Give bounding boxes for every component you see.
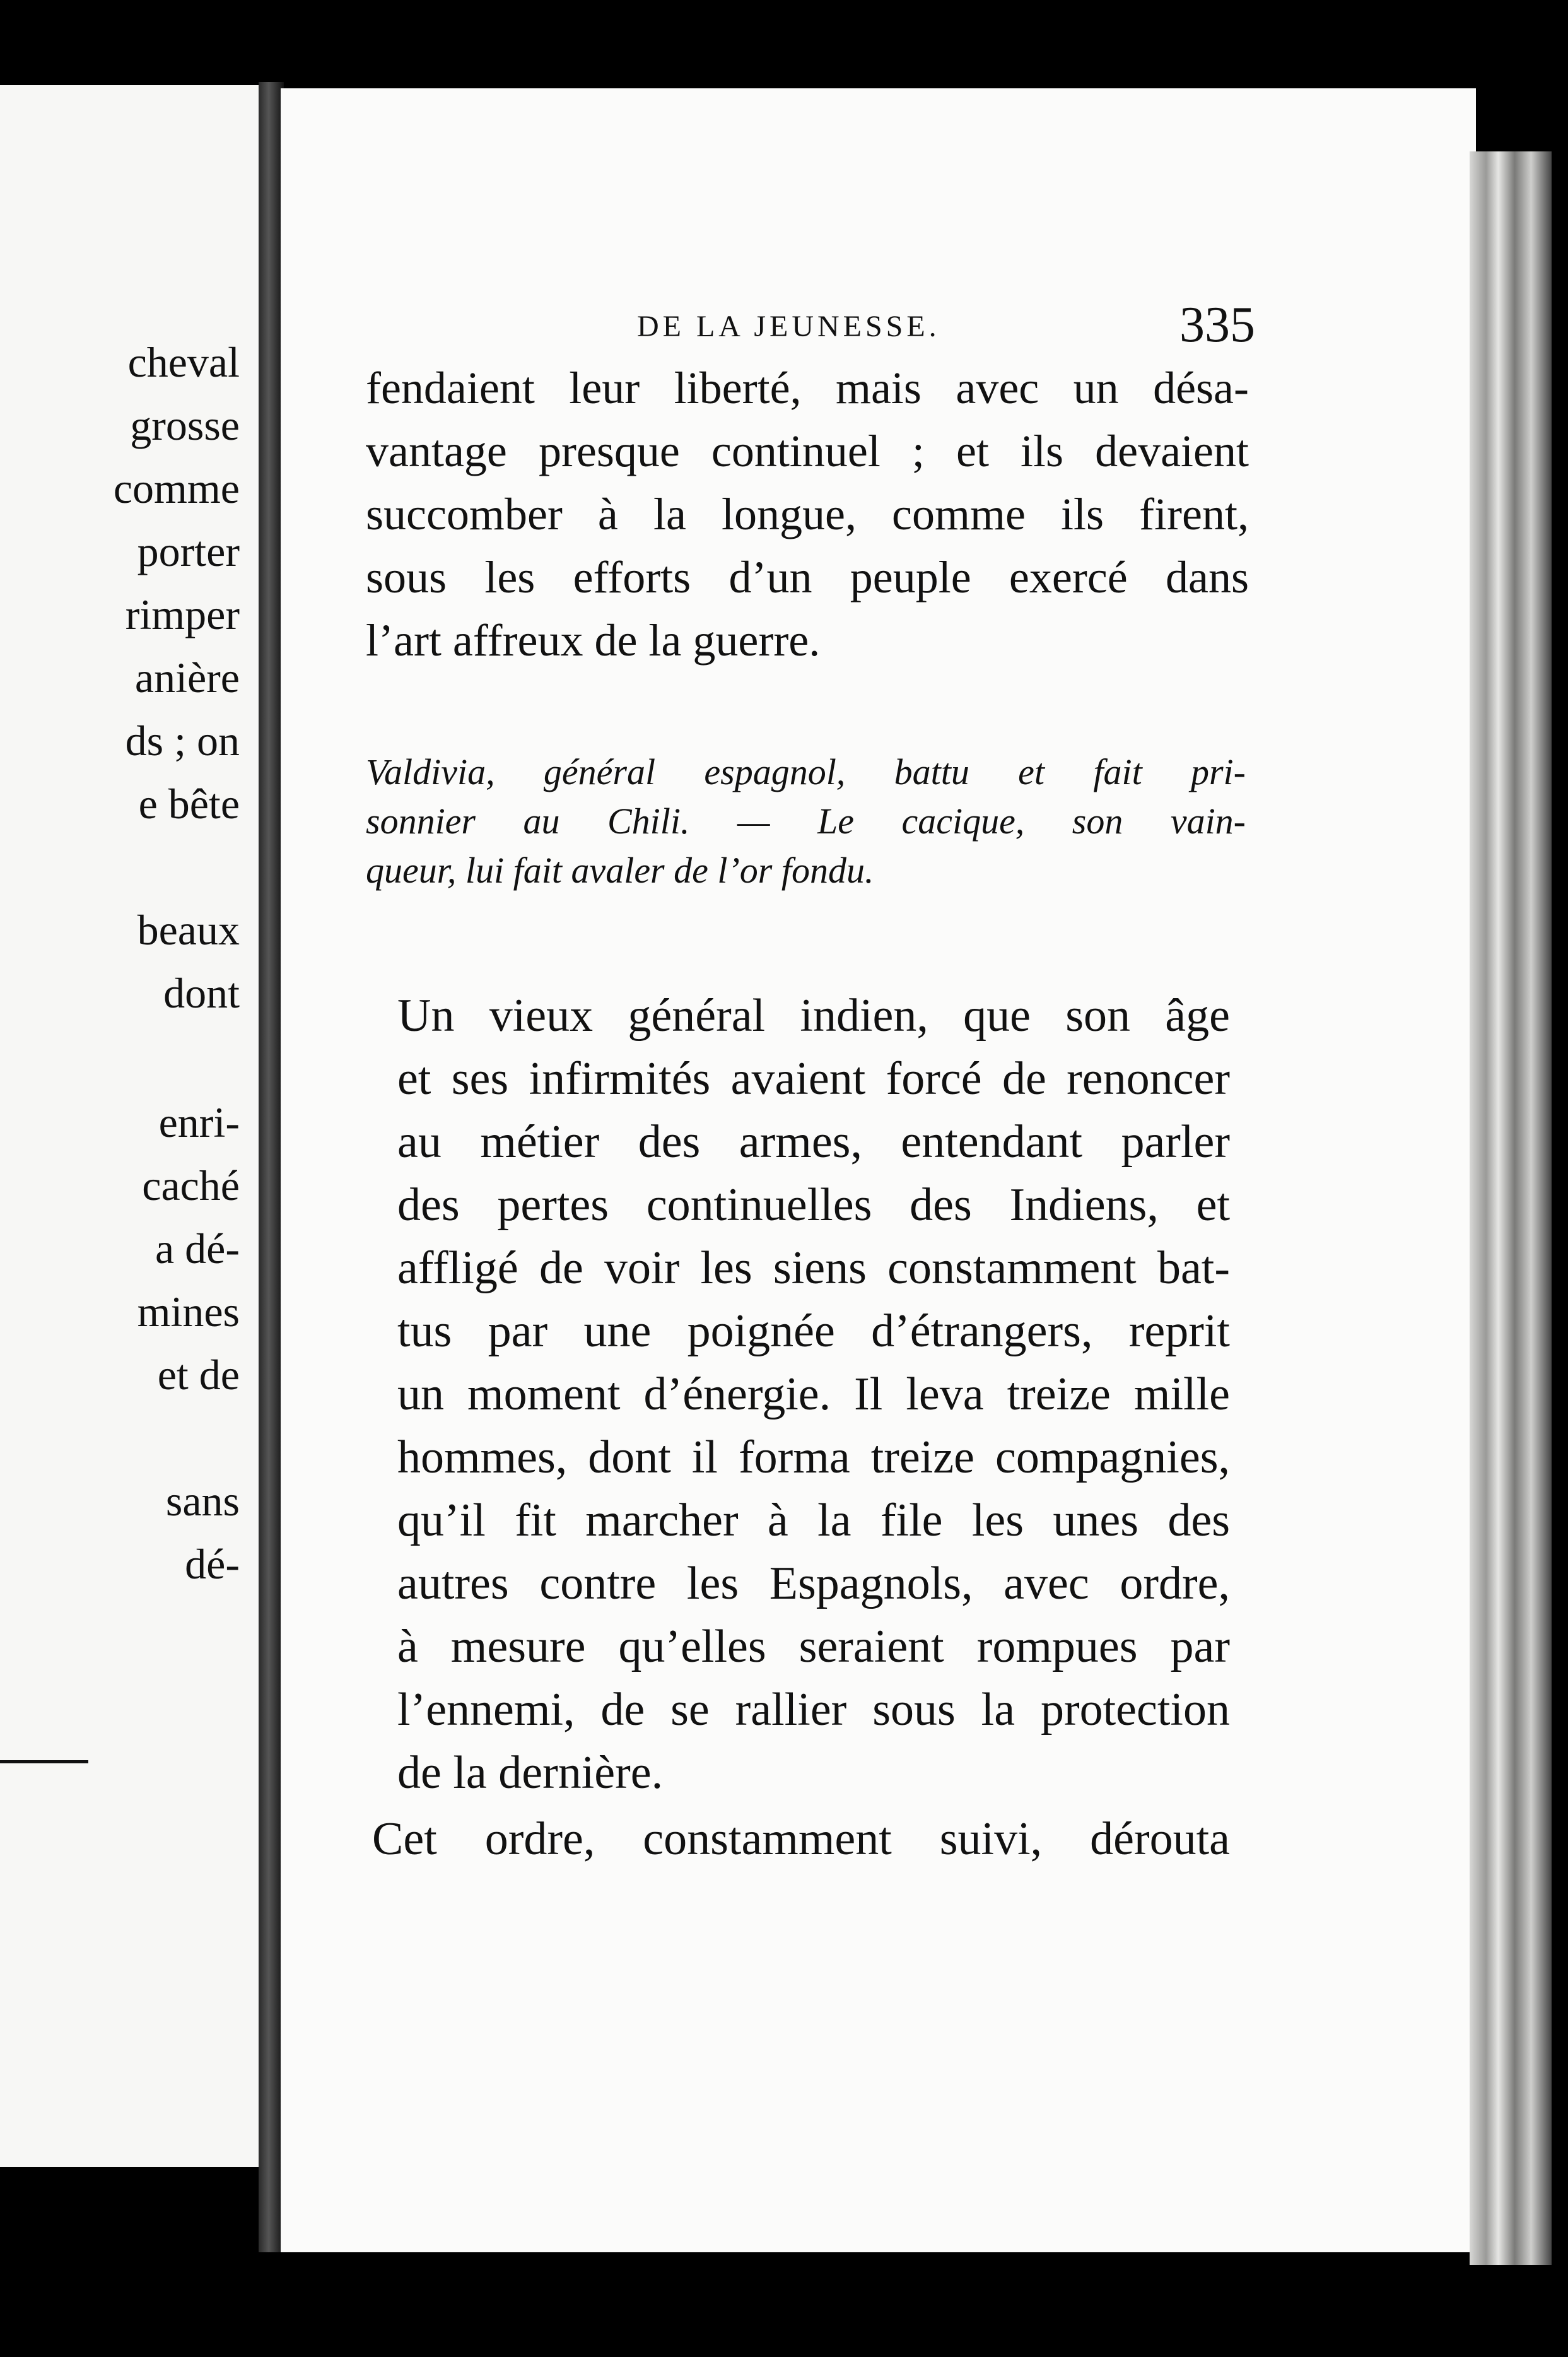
text-line: de la dernière. (397, 1747, 664, 1799)
text-line: fendaient leur liberté, mais avec un désa- (366, 363, 1249, 413)
text-line: l’ennemi, de se rallier sous la protection (397, 1684, 1230, 1736)
text-line: et ses infirmités avaient forcé de renoncer (397, 1053, 1230, 1105)
left-page-fragment: rimper (125, 591, 240, 638)
text-line: vantage presque continuel ; et ils devaient (366, 426, 1249, 476)
left-page-fragment: ds ; on (125, 717, 240, 765)
running-head: DE LA JEUNESSE. (637, 310, 940, 343)
text-line: à mesure qu’elles seraient rompues par (397, 1621, 1230, 1672)
left-page-fragment: a dé- (155, 1225, 240, 1273)
subheading-line: queur, lui fait avaler de l’or fondu. (366, 850, 874, 891)
left-page-fragment: enri- (158, 1098, 240, 1146)
text-line: des pertes continuelles des Indiens, et (397, 1179, 1230, 1231)
left-page-fragment: caché (142, 1161, 240, 1209)
left-page-fragment: dont (163, 969, 240, 1017)
book-gutter (259, 82, 284, 2252)
text-line: Un vieux général indien, que son âge (397, 990, 1230, 1042)
text-line: sous les efforts d’un peuple exercé dans (366, 552, 1249, 602)
text-line: autres contre les Espagnols, avec ordre, (397, 1558, 1230, 1609)
text-line: hommes, dont il forma treize compagnies, (397, 1431, 1230, 1483)
left-page-fragment: grosse (130, 401, 240, 449)
text-line: qu’il fit marcher à la file les unes des (397, 1495, 1230, 1546)
text-line: un moment d’énergie. Il leva treize mille (397, 1368, 1230, 1420)
left-page-fragment: et de (157, 1351, 240, 1399)
page-header (637, 215, 1255, 353)
left-page-fragment: e bête (138, 780, 240, 828)
paragraph (328, 1807, 1230, 1871)
left-page-fragment: anière (134, 654, 240, 702)
left-page-fragment: cheval (127, 338, 240, 386)
paragraph (366, 356, 1249, 672)
left-facing-page (0, 85, 265, 2167)
left-page-fragment: mines (137, 1288, 240, 1336)
page-number: 335 (1179, 297, 1255, 353)
paragraph (328, 984, 1230, 1804)
text-line: tus par une poignée d’étrangers, reprit (397, 1305, 1230, 1357)
left-page-fragment: dé- (185, 1540, 240, 1588)
left-page-fragment: beaux (137, 906, 240, 954)
subheading-line: sonnier au Chili. — Le cacique, son vain- (366, 801, 1246, 842)
text-line: l’art affreux de la guerre. (366, 615, 821, 666)
left-page-fragment: porter (137, 527, 240, 575)
text-line: affligé de voir les siens constamment bat- (397, 1242, 1230, 1294)
text-line: Cet ordre, constamment suivi, dérouta (372, 1813, 1230, 1865)
section-subheading (366, 748, 1246, 895)
subheading-line: Valdivia, général espagnol, battu et fait pri- (366, 751, 1246, 792)
page-edge (1470, 151, 1552, 2265)
section-rule (0, 1760, 88, 1763)
text-line: au métier des armes, entendant parler (397, 1116, 1230, 1168)
left-page-fragment: comme (113, 464, 240, 512)
text-line: succomber à la longue, comme ils firent, (366, 489, 1249, 539)
left-page-fragment: sans (165, 1477, 240, 1525)
